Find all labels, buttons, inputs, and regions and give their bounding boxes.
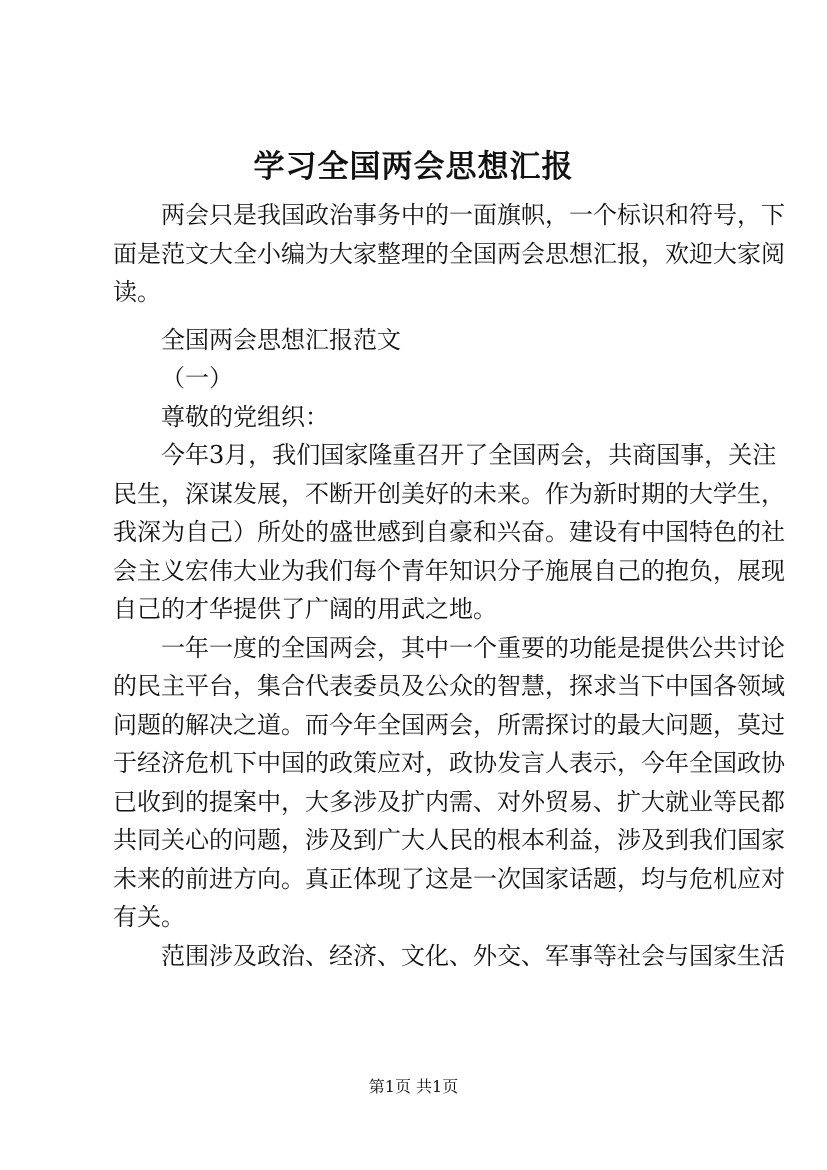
text-line: 我深为自己）所处的盛世感到自豪和兴奋。建设有中国特色的社 <box>113 518 785 546</box>
text-line: 一年一度的全国两会，其中一个重要的功能是提供公共讨论 <box>161 633 785 662</box>
text-line: 有关。 <box>113 903 185 931</box>
text-line: 会主义宏伟大业为我们每个青年知识分子施展自己的抱负，展现 <box>113 556 785 585</box>
paragraph <box>113 436 785 629</box>
text-line: 民生，深谋发展，不断开创美好的未来。作为新时期的大学生， <box>113 479 785 508</box>
paragraph <box>113 196 785 312</box>
text-line: 范围涉及政治、经济、文化、外交、军事等社会与国家生活 <box>161 941 785 970</box>
text-line: 已收到的提案中，大多涉及扩内需、对外贸易、扩大就业等民都 <box>113 787 785 816</box>
text-line: 读。 <box>113 278 161 306</box>
paragraph <box>113 398 738 437</box>
section-number: （一） <box>161 364 233 392</box>
text-line: 问题的解决之道。而今年全国两会，所需探讨的最大问题，莫过 <box>113 710 785 739</box>
text-line: 于经济危机下中国的政策应对，政协发言人表示，今年全国政协 <box>113 749 785 777</box>
paragraph <box>113 359 738 398</box>
paragraph <box>113 629 785 937</box>
text-line: 自己的才华提供了广阔的用武之地。 <box>113 595 497 623</box>
text-line: 的民主平台，集合代表委员及公众的智慧，探求当下中国各领域 <box>113 672 785 700</box>
document-title: 学习全国两会思想汇报 <box>253 149 574 185</box>
text-line: 未来的前进方向。真正体现了这是一次国家话题，均与危机应对 <box>113 864 785 893</box>
paragraph <box>113 321 738 360</box>
text-line: 共同关心的问题，涉及到广大人民的根本利益，涉及到我们国家 <box>113 826 785 854</box>
text-line: 今年3月，我们国家隆重召开了全国两会，共商国事，关注 <box>161 441 777 469</box>
paragraph <box>113 937 785 976</box>
section-heading: 全国两会思想汇报范文 <box>161 325 401 354</box>
document-body <box>113 196 785 975</box>
page-footer: 第1页 共1页 <box>368 1077 459 1096</box>
text-line: 面是范文大全小编为大家整理的全国两会思想汇报，欢迎大家阅 <box>113 239 785 268</box>
text-line: 两会只是我国政治事务中的一面旗帜，一个标识和符号，下 <box>161 201 785 229</box>
salutation: 尊敬的党组织： <box>161 402 329 431</box>
